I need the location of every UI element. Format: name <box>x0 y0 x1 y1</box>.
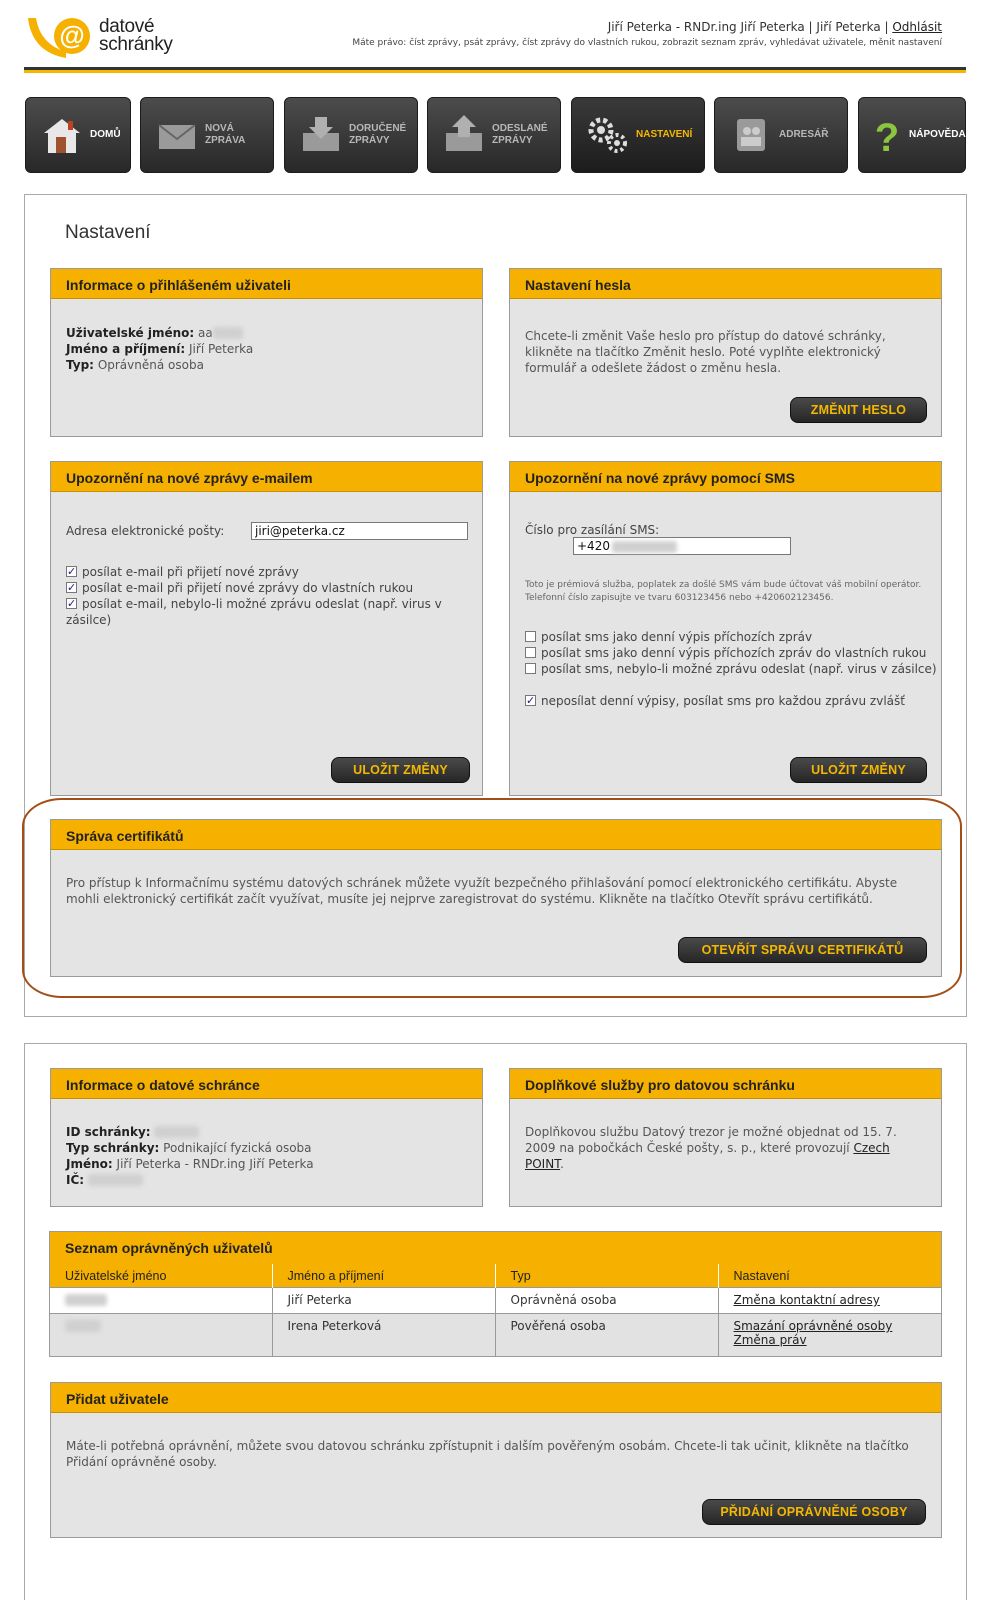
sms-option[interactable] <box>525 693 937 709</box>
svg-text:@: @ <box>59 20 85 50</box>
panel-title: Nastavení hesla <box>510 269 941 299</box>
czech-point-link[interactable]: Czech POINT <box>525 1141 890 1171</box>
column-header: Typ <box>495 1264 718 1288</box>
envelope-icon <box>155 113 199 157</box>
panel-title: Upozornění na nové zprávy pomocí SMS <box>510 462 941 492</box>
certificates-text: Pro přístup k Informačnímu systému datových schránek můžete využít bezpečného přihlašování pomocí elektronického certifikátu. Abyste mohli elektronický certifikát začít využívat, musíte jej nejprve zaregistrovat do systému. Klikněte na tlačítko Otevřít správu certifikátů. <box>66 876 898 906</box>
email-label: Adresa elektronické pošty: <box>66 524 225 538</box>
nav-help[interactable] <box>858 97 966 173</box>
panel-title: Doplňkové služby pro datovou schránku <box>510 1069 941 1099</box>
save-email-button[interactable]: ULOŽIT ZMĚNY <box>331 757 470 783</box>
add-authorized-person-button[interactable]: PŘIDÁNÍ OPRÁVNĚNÉ OSOBY <box>702 1499 926 1525</box>
redacted <box>612 541 677 553</box>
user-line <box>608 20 942 34</box>
add-user-text: Máte-li potřebná oprávnění, můžete svou datovou schránku zpřístupnit i dalším pověřeným osobám. Chcete-li tak učinit, klikněte na tlačítko Přidání oprávněné osoby. <box>66 1439 909 1469</box>
home-icon <box>40 113 84 157</box>
users-table <box>50 1264 941 1356</box>
services-text-body: Doplňkovou službu Datový trezor je možné objednat od 15. 7. 2009 na pobočkách České pošty, s. p., které provozují <box>525 1125 897 1155</box>
nav-label-2: ZPRÁVY <box>349 135 390 146</box>
email-field[interactable] <box>251 522 468 540</box>
password-panel <box>509 268 942 437</box>
checkbox[interactable] <box>66 598 77 609</box>
checkbox[interactable] <box>525 631 536 642</box>
nav-label: DOMŮ <box>90 129 121 140</box>
cell-name: Jiří Peterka <box>272 1288 495 1314</box>
nav-label-2: ZPRÁVA <box>205 135 246 146</box>
highlight-oval <box>22 798 962 998</box>
panel-title: Informace o datové schránce <box>51 1069 482 1099</box>
services-panel <box>509 1068 942 1207</box>
open-certificates-button[interactable]: OTEVŘÍT SPRÁVU CERTIFIKÁTŮ <box>678 937 927 963</box>
nav-label: ADRESÁŘ <box>779 129 829 140</box>
nav-label: ODESLANÉ <box>492 123 548 134</box>
type-label: Typ: <box>66 358 94 372</box>
option-label: posílat e-mail při přijetí nové zprávy <box>82 565 299 579</box>
sms-note: Toto je prémiová služba, poplatek za došlé SMS vám bude účtovat váš mobilní operátor. Telefonní číslo zapisujte ve tvaru 603123456 nebo +420602123456. <box>525 580 922 603</box>
delete-person-link[interactable]: Smazání oprávněné osoby <box>733 1319 893 1333</box>
services-text-end: . <box>560 1157 564 1171</box>
contacts-icon <box>729 113 773 157</box>
add-user-panel <box>50 1382 942 1538</box>
column-header: Nastavení <box>718 1264 941 1288</box>
option-label: posílat sms jako denní výpis příchozích zpráv <box>541 630 813 644</box>
logo-line1: datové <box>99 16 155 37</box>
change-password-button[interactable]: ZMĚNIT HESLO <box>790 397 927 423</box>
sms-notify-panel <box>509 461 942 796</box>
email-option[interactable] <box>66 580 482 596</box>
username-value: aa <box>198 326 213 340</box>
checkbox[interactable] <box>525 663 536 674</box>
nav-new-message[interactable] <box>140 97 274 173</box>
checkbox[interactable] <box>66 582 77 593</box>
redacted <box>88 1174 143 1186</box>
nav-home[interactable] <box>25 97 131 173</box>
sms-option[interactable] <box>525 629 937 645</box>
change-rights-link[interactable]: Změna práv <box>733 1333 807 1347</box>
logo[interactable] <box>26 14 186 60</box>
email-option[interactable] <box>66 564 482 580</box>
nav-sent[interactable] <box>427 97 561 173</box>
header-accent-bar <box>24 70 966 73</box>
nav-inbox[interactable] <box>284 97 418 173</box>
panel-title: Seznam oprávněných uživatelů <box>50 1232 941 1264</box>
panel-title: Informace o přihlášeném uživateli <box>51 269 482 299</box>
option-label: posílat e-mail, nebylo-li možné zprávu odeslat (např. virus v zásilce) <box>66 597 442 627</box>
nav-settings[interactable] <box>571 97 705 173</box>
table-row <box>50 1288 941 1314</box>
box-type-label: Typ schránky: <box>66 1141 160 1155</box>
user-info-panel <box>50 268 483 437</box>
nav-label: DORUČENÉ <box>349 123 407 134</box>
gears-icon <box>586 113 630 157</box>
cell-username <box>50 1314 272 1356</box>
column-header: Jméno a příjmení <box>272 1264 495 1288</box>
logout-link[interactable]: Odhlásit <box>892 20 942 34</box>
table-row <box>50 1314 941 1356</box>
redacted <box>154 1126 199 1138</box>
users-table-panel <box>49 1231 942 1357</box>
logo-text <box>99 18 173 54</box>
email-options <box>66 564 482 628</box>
table-header <box>50 1264 941 1288</box>
redacted <box>65 1320 101 1332</box>
box-name-label: Jméno: <box>66 1157 113 1171</box>
nav-address-book[interactable] <box>714 97 848 173</box>
svg-text:?: ? <box>874 116 900 157</box>
nav-label: NASTAVENÍ <box>636 129 693 140</box>
user-identity: Jiří Peterka - RNDr.ing Jiří Peterka | Jiří Peterka | <box>607 20 893 34</box>
redacted <box>213 327 243 339</box>
name-value: Jiří Peterka <box>189 342 254 356</box>
checkbox[interactable] <box>525 647 536 658</box>
option-label: posílat sms, nebylo-li možné zprávu odeslat (např. virus v zásilce) <box>541 662 937 676</box>
panel-title: Správa certifikátů <box>51 820 941 850</box>
help-icon <box>865 113 909 157</box>
checkbox[interactable] <box>66 566 77 577</box>
cell-settings <box>718 1314 941 1356</box>
cell-username <box>50 1288 272 1314</box>
nav-label-2: ZPRÁVY <box>492 135 533 146</box>
column-header: Uživatelské jméno <box>50 1264 272 1288</box>
redacted <box>65 1294 107 1306</box>
sms-option[interactable] <box>525 645 937 661</box>
nav-label: NOVÁ <box>205 123 234 134</box>
logo-line2: schránky <box>99 34 173 55</box>
sms-number-field[interactable] <box>573 537 791 555</box>
outbox-icon <box>442 113 486 157</box>
box-name-value: Jiří Peterka - RNDr.ing Jiří Peterka <box>116 1157 314 1171</box>
cell-name: Irena Peterková <box>272 1314 495 1356</box>
services-text <box>510 1099 941 1184</box>
sms-label: Číslo pro zasílání SMS: <box>525 523 660 537</box>
cell-type: Oprávněná osoba <box>495 1288 718 1314</box>
email-notify-panel <box>50 461 483 796</box>
sms-option[interactable] <box>525 661 937 677</box>
change-contact-link[interactable]: Změna kontaktní adresy <box>733 1293 880 1307</box>
panel-title: Upozornění na nové zprávy e-mailem <box>51 462 482 492</box>
username-label: Uživatelské jméno: <box>66 326 195 340</box>
box-info-panel <box>50 1068 483 1207</box>
cell-settings <box>718 1288 941 1314</box>
page-title: Nastavení <box>65 222 151 243</box>
option-label: posílat e-mail při přijetí nové zprávy do vlastních rukou <box>82 581 414 595</box>
name-label: Jméno a příjmení: <box>66 342 186 356</box>
option-label: posílat sms jako denní výpis příchozích zpráv do vlastních rukou <box>541 646 927 660</box>
password-text: Chcete-li změnit Vaše heslo pro přístup do datové schránky, klikněte na tlačítko Změnit heslo. Poté vyplňte elektronický formulář a odešlete žádost o změnu hesla. <box>525 329 886 375</box>
option-label: neposílat denní výpisy, posílat sms pro každou zprávu zvlášť <box>541 694 905 708</box>
sms-options <box>525 629 937 709</box>
type-value: Oprávněná osoba <box>97 358 204 372</box>
box-id-label: ID schránky: <box>66 1125 151 1139</box>
save-sms-button[interactable]: ULOŽIT ZMĚNY <box>790 757 927 783</box>
nav-label: NÁPOVĚDA <box>909 129 966 140</box>
rights-line: Máte právo: číst zprávy, psát zprávy, číst zprávy do vlastních rukou, zobrazit seznam zpráv, vyhledávat uživatele, měnit nastavení <box>352 38 942 48</box>
ic-label: IČ: <box>66 1173 85 1187</box>
cell-type: Pověřená osoba <box>495 1314 718 1356</box>
panel-title: Přidat uživatele <box>51 1383 941 1413</box>
inbox-icon <box>299 113 343 157</box>
box-type-value: Podnikající fyzická osoba <box>163 1141 312 1155</box>
checkbox[interactable] <box>525 695 536 706</box>
email-option[interactable] <box>66 596 482 628</box>
at-sign-logo-icon <box>26 14 96 60</box>
